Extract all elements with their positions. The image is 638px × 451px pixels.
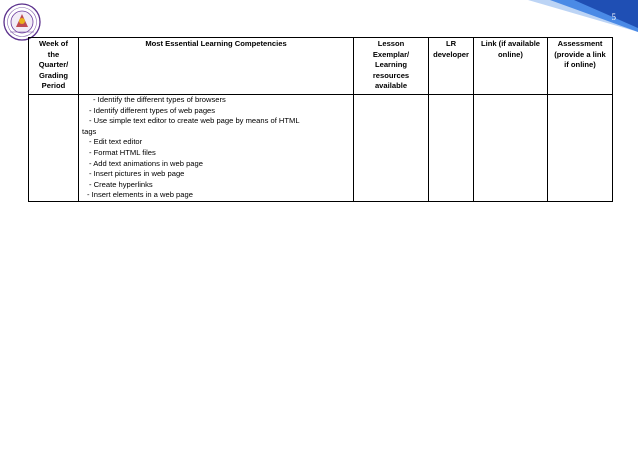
competency-item: - Add text animations in web page	[89, 158, 203, 168]
header-assessment: Assessment (provide a link if online)	[548, 38, 613, 95]
header-week: Week of the Quarter/ Grading Period	[29, 38, 79, 95]
competency-item: - Identify different types of web pages	[89, 105, 216, 115]
corner-ribbon-graphic	[528, 0, 638, 32]
page-number: 5	[611, 12, 616, 22]
header-competencies: Most Essential Learning Competencies	[79, 38, 354, 95]
competency-item: - Format HTML files	[89, 147, 156, 157]
competency-item: - Edit text editor	[89, 137, 143, 147]
deped-seal-icon	[2, 2, 42, 42]
header-lr-developer: LR developer	[429, 38, 474, 95]
table-row	[29, 95, 613, 202]
competency-item: - Insert elements in a web page	[87, 190, 193, 200]
lr-developer-cell	[429, 95, 474, 202]
header-lesson-exemplar: Lesson Exemplar/ Learning resources available	[354, 38, 429, 95]
assessment-cell	[548, 95, 613, 202]
competencies-table	[28, 37, 613, 202]
lesson-exemplar-cell	[354, 95, 429, 202]
competency-item: - Identify the different types of browsers	[93, 95, 226, 104]
competencies-cell	[79, 95, 354, 202]
competency-item: - Use simple text editor to create web page by means of HTML	[89, 116, 300, 126]
competency-item: - Insert pictures in web page	[89, 169, 185, 179]
competency-item: - Create hyperlinks	[89, 179, 153, 189]
competency-item: tags	[82, 126, 97, 136]
table-header-row	[29, 38, 613, 95]
link-cell	[474, 95, 548, 202]
header-link: Link (if available online)	[474, 38, 548, 95]
week-cell	[29, 95, 79, 202]
